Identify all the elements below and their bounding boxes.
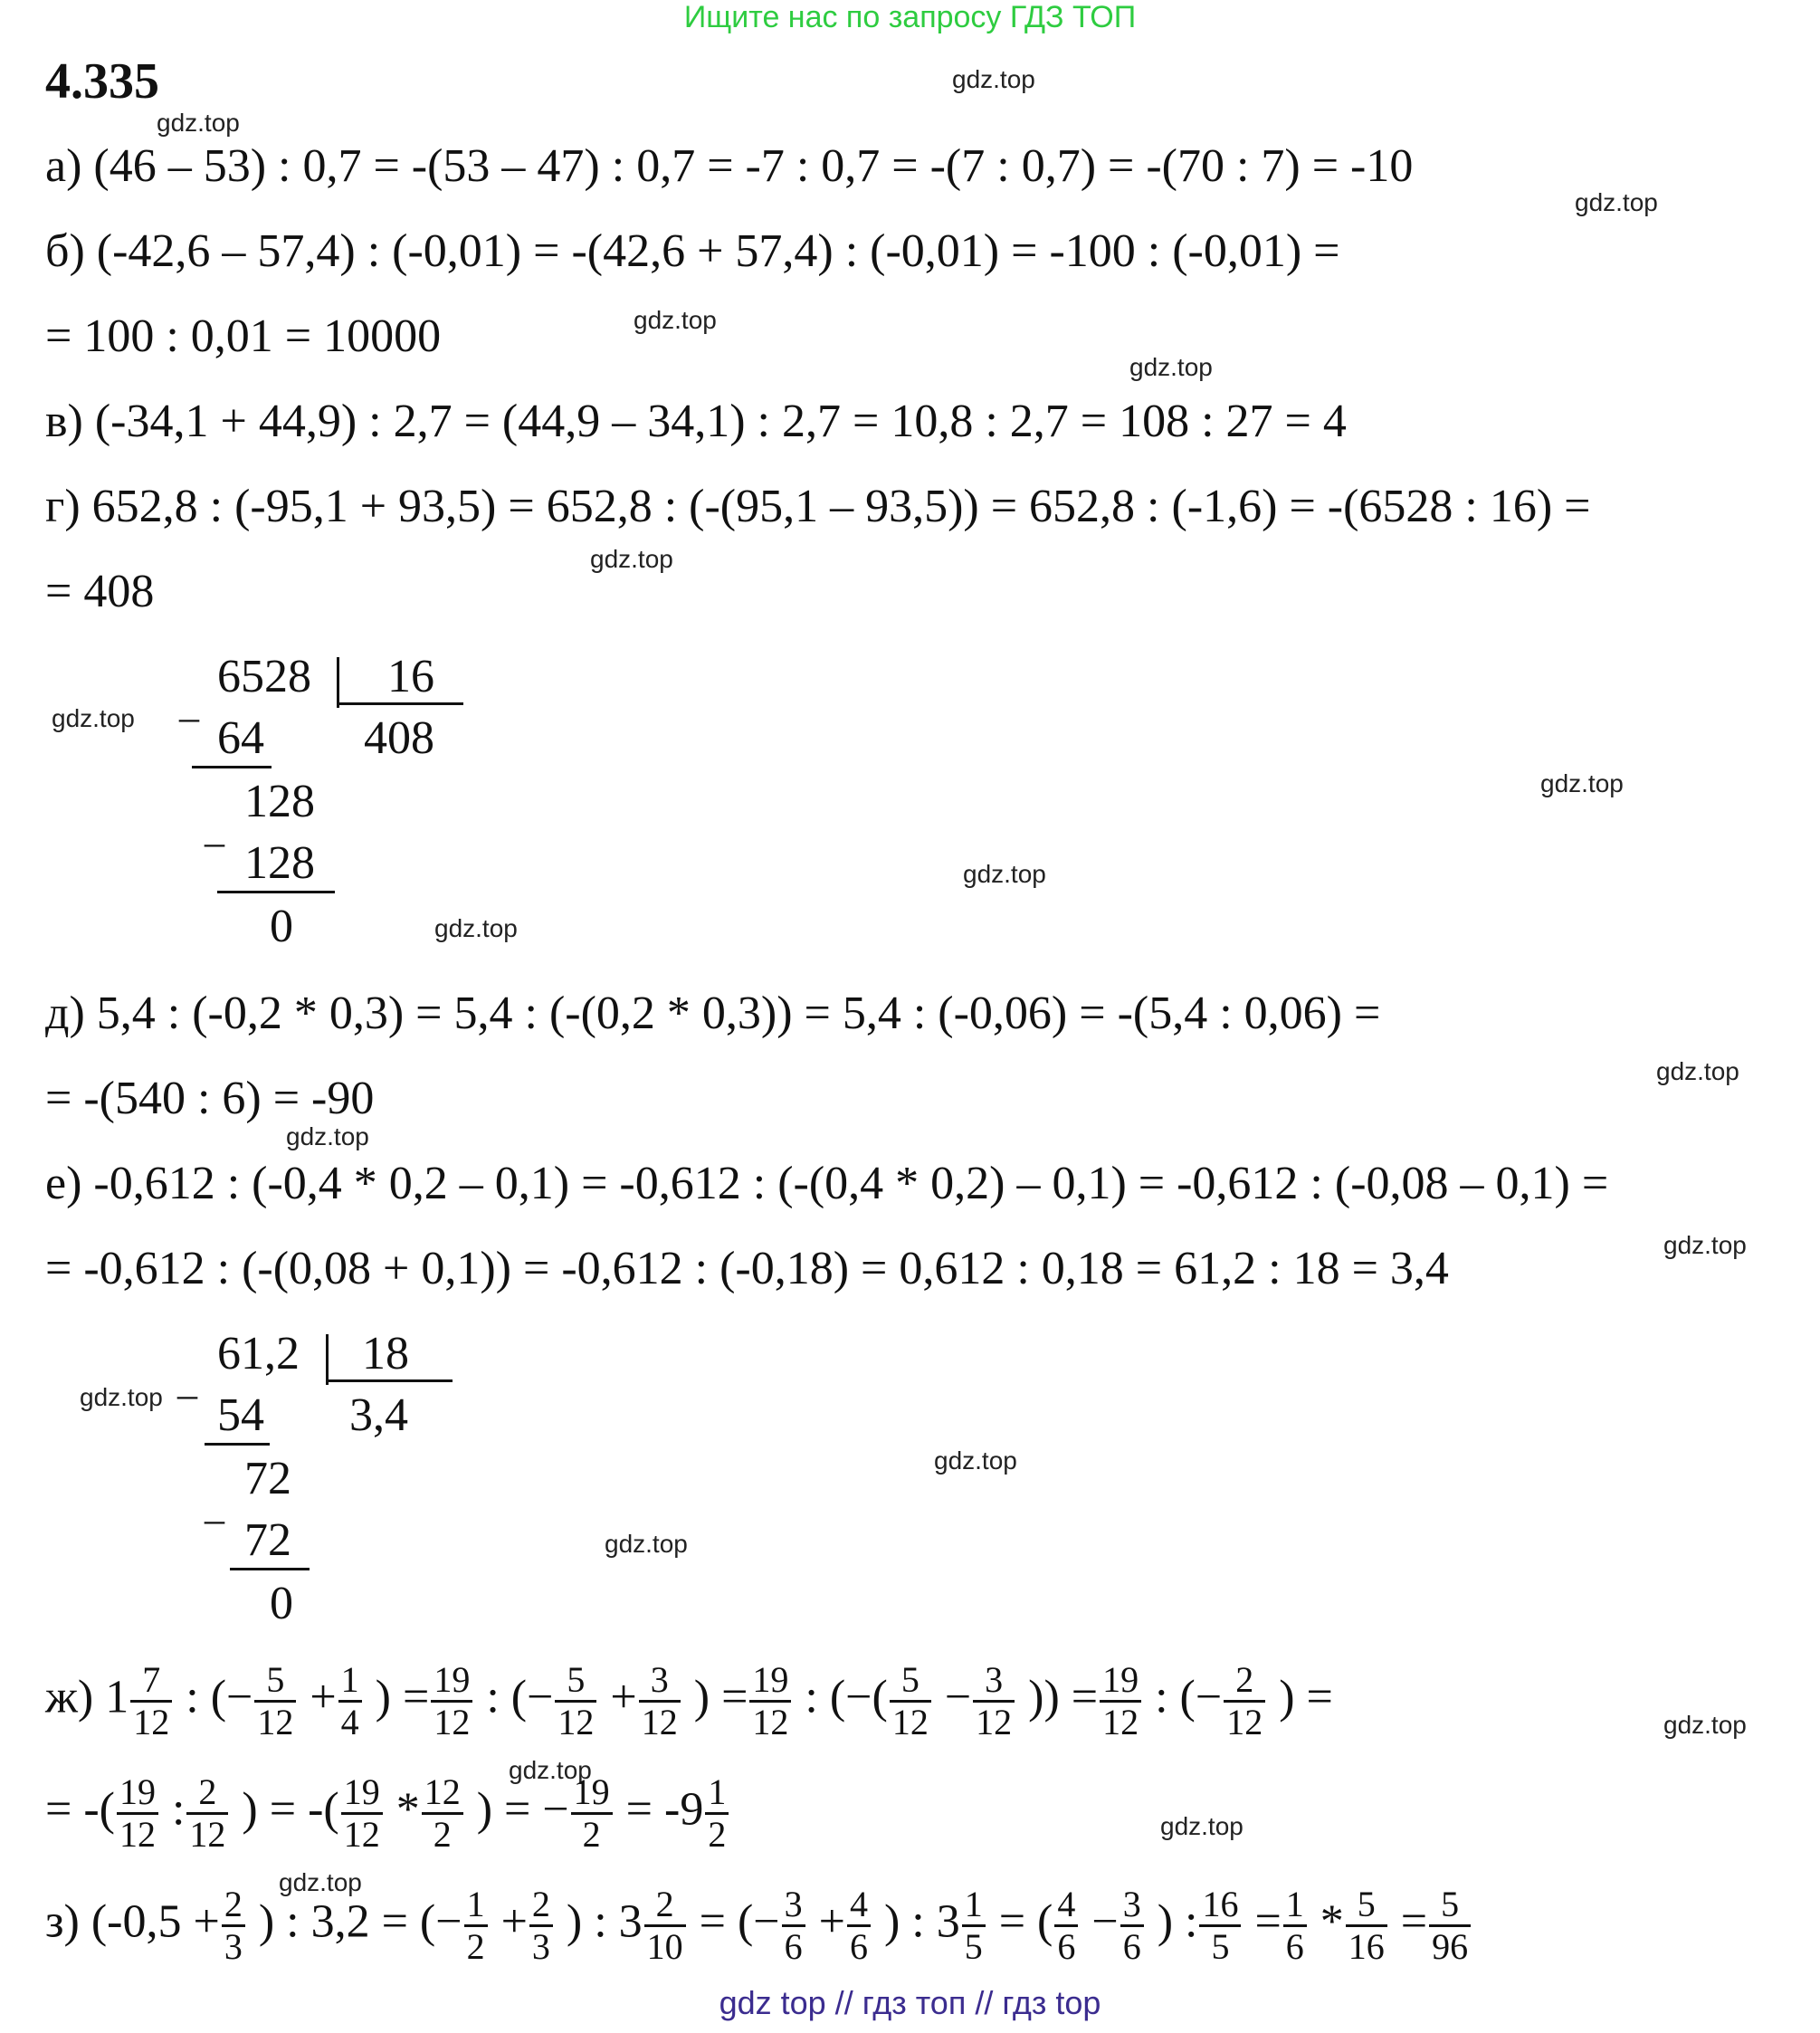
zh2-op: * — [395, 1783, 420, 1836]
fraction — [117, 1772, 158, 1855]
watermark: gdz.top — [934, 1446, 1017, 1475]
numerator: 19 — [1100, 1660, 1141, 1703]
denominator: 16 — [1348, 1926, 1385, 1967]
division2-step1-line — [205, 1443, 270, 1446]
division2-minus2: _ — [205, 1484, 224, 1528]
fraction — [254, 1660, 296, 1742]
z-op: = ( — [998, 1895, 1053, 1948]
zh-op: ) = — [375, 1671, 430, 1723]
watermark: gdz.top — [1540, 769, 1624, 797]
division2-quotient: 3,4 — [349, 1389, 408, 1441]
zh2-op: ) = − — [476, 1783, 569, 1836]
task-number: 4.335 — [45, 53, 159, 110]
denominator: 5 — [964, 1926, 983, 1967]
fraction — [1100, 1660, 1141, 1742]
denominator: 6 — [1122, 1926, 1141, 1967]
watermark: gdz.top — [605, 1530, 688, 1558]
denominator: 12 — [976, 1702, 1013, 1742]
division1-step2: 128 — [244, 776, 315, 827]
zh-op: − — [944, 1671, 972, 1723]
fraction — [529, 1885, 553, 1967]
fraction — [1346, 1885, 1387, 1967]
fraction — [1224, 1660, 1265, 1742]
watermark: gdz.top — [1160, 1812, 1244, 1840]
numerator: 1 — [464, 1885, 488, 1927]
solution-line-e1: е) -0,612 : (-0,4 * 0,2 – 0,1) = -0,612 : (-(0,4 * 0,2) – 0,1) = -0,612 : (-0,08 – 0,1) = — [45, 1158, 1609, 1209]
denominator: 2 — [708, 1814, 727, 1855]
fraction — [338, 1660, 362, 1742]
numerator: 3 — [639, 1660, 681, 1703]
fraction — [1199, 1885, 1241, 1967]
fraction — [555, 1660, 596, 1742]
division2-remainder: 0 — [270, 1578, 293, 1629]
zh-op: + — [310, 1671, 337, 1723]
numerator: 5 — [1429, 1885, 1471, 1927]
division1-bar — [337, 657, 339, 708]
division1-dividend: 6528 — [217, 651, 311, 702]
division2-step2: 72 — [244, 1453, 291, 1504]
numerator: 2 — [644, 1885, 686, 1927]
solution-line-g1: г) 652,8 : (-95,1 + 93,5) = 652,8 : (-(95,1 – 93,5)) = 652,8 : (-1,6) = -(6528 : 16) = — [45, 481, 1591, 532]
denominator: 12 — [1226, 1702, 1263, 1742]
numerator: 2 — [1224, 1660, 1265, 1703]
watermark: gdz.top — [509, 1756, 592, 1784]
division1-divisor: 16 — [387, 651, 434, 702]
solution-line-zh1 — [45, 1660, 1333, 1742]
fraction — [973, 1660, 1015, 1742]
numerator: 1 — [1283, 1885, 1307, 1927]
z-op: − — [1091, 1895, 1119, 1948]
fraction — [422, 1772, 463, 1855]
solution-line-b2: = 100 : 0,01 = 10000 — [45, 310, 442, 362]
fraction — [571, 1772, 613, 1855]
fraction — [890, 1660, 931, 1742]
z-op: + — [500, 1895, 528, 1948]
fraction — [782, 1885, 805, 1967]
numerator: 3 — [973, 1660, 1015, 1703]
denominator: 2 — [433, 1814, 452, 1855]
zh2-op: ) = -( — [242, 1783, 339, 1836]
z-op: + — [818, 1895, 845, 1948]
watermark: gdz.top — [52, 704, 135, 732]
division2-divisor: 18 — [362, 1328, 409, 1379]
numerator: 19 — [117, 1772, 158, 1815]
solution-line-a: а) (46 – 53) : 0,7 = -(53 – 47) : 0,7 = -7 : 0,7 = -(7 : 0,7) = -(70 : 7) = -10 — [45, 140, 1414, 192]
fraction — [1429, 1885, 1471, 1967]
watermark: gdz.top — [1129, 353, 1213, 381]
division2-step3: 72 — [244, 1514, 291, 1566]
fraction — [186, 1772, 228, 1855]
numerator: 2 — [529, 1885, 553, 1927]
watermark: gdz.top — [590, 545, 673, 573]
z-op: * — [1320, 1895, 1344, 1948]
denominator: 12 — [641, 1702, 678, 1742]
denominator: 12 — [133, 1702, 170, 1742]
denominator: 5 — [1211, 1926, 1230, 1967]
denominator: 3 — [224, 1926, 243, 1967]
numerator: 19 — [431, 1660, 472, 1703]
z-op: ) : 3 — [883, 1895, 960, 1948]
zh-op: )) = — [1028, 1671, 1099, 1723]
numerator: 19 — [749, 1660, 791, 1703]
watermark: gdz.top — [157, 109, 240, 137]
denominator: 12 — [257, 1702, 294, 1742]
search-banner[interactable]: Ищите нас по запросу ГДЗ ТОП — [683, 0, 1137, 34]
denominator: 12 — [343, 1814, 380, 1855]
watermark: gdz.top — [434, 914, 518, 942]
watermark: gdz.top — [1656, 1057, 1739, 1085]
fraction — [130, 1660, 172, 1742]
division1-remainder: 0 — [270, 901, 293, 952]
watermark: gdz.top — [952, 65, 1035, 93]
denominator: 6 — [849, 1926, 868, 1967]
denominator: 3 — [531, 1926, 550, 1967]
denominator: 12 — [189, 1814, 226, 1855]
division1-quotient: 408 — [364, 712, 434, 764]
solution-line-zh2 — [45, 1772, 730, 1855]
division1-minus: _ — [179, 682, 199, 726]
watermark: gdz.top — [963, 860, 1046, 888]
zh2-op: = -9 — [625, 1783, 704, 1836]
numerator: 7 — [130, 1660, 172, 1703]
denominator: 10 — [646, 1926, 683, 1967]
division2-dividend: 61,2 — [217, 1328, 300, 1379]
denominator: 12 — [119, 1814, 156, 1855]
solution-line-d1: д) 5,4 : (-0,2 * 0,3) = 5,4 : (-(0,2 * 0,3)) = 5,4 : (-0,06) = -(5,4 : 0,06) = — [45, 988, 1381, 1039]
fraction — [1054, 1885, 1078, 1967]
fraction — [847, 1885, 871, 1967]
z-op: ) : — [1157, 1895, 1198, 1948]
watermark: gdz.top — [1663, 1711, 1747, 1739]
division2-step1: 54 — [217, 1389, 264, 1441]
numerator: 1 — [962, 1885, 986, 1927]
numerator: 1 — [705, 1772, 729, 1815]
denominator: 2 — [582, 1814, 601, 1855]
fraction — [431, 1660, 472, 1742]
numerator: 4 — [847, 1885, 871, 1927]
numerator: 5 — [555, 1660, 596, 1703]
numerator: 2 — [186, 1772, 228, 1815]
fraction — [341, 1772, 383, 1855]
division2-divisor-line — [326, 1379, 453, 1382]
denominator: 12 — [891, 1702, 929, 1742]
solution-line-z — [45, 1885, 1472, 1967]
watermark: gdz.top — [279, 1868, 362, 1896]
zh-label: ж) 1 — [45, 1671, 129, 1723]
zh-op: : (− — [186, 1671, 253, 1723]
denominator: 2 — [466, 1926, 485, 1967]
division1-step1-line — [192, 766, 272, 768]
solution-line-d2: = -(540 : 6) = -90 — [45, 1073, 375, 1124]
numerator: 1 — [338, 1660, 362, 1703]
numerator: 5 — [890, 1660, 931, 1703]
zh-op: ) = — [1279, 1671, 1333, 1723]
fraction — [222, 1885, 245, 1967]
solution-line-v: в) (-34,1 + 44,9) : 2,7 = (44,9 – 34,1) : 2,7 = 10,8 : 2,7 = 108 : 27 = 4 — [45, 396, 1347, 447]
zh2-op: : — [171, 1783, 186, 1836]
denominator: 6 — [784, 1926, 803, 1967]
denominator: 12 — [434, 1702, 471, 1742]
denominator: 96 — [1432, 1926, 1469, 1967]
denominator: 4 — [340, 1702, 359, 1742]
numerator: 5 — [254, 1660, 296, 1703]
division1-minus2: _ — [205, 807, 224, 851]
solution-line-b1: б) (-42,6 – 57,4) : (-0,01) = -(42,6 + 57,4) : (-0,01) = -100 : (-0,01) = — [45, 225, 1340, 277]
watermark: gdz.top — [80, 1383, 163, 1411]
division2-minus: _ — [177, 1359, 197, 1403]
division2-step3-line — [230, 1568, 310, 1570]
z-op: = — [1400, 1895, 1428, 1948]
zh-op: : (− — [1155, 1671, 1223, 1723]
z-label: з) (-0,5 + — [45, 1895, 220, 1948]
z-op: ) : 3 — [566, 1895, 643, 1948]
fraction — [464, 1885, 488, 1967]
numerator: 16 — [1199, 1885, 1241, 1927]
zh2-op: = -( — [45, 1783, 115, 1836]
fraction — [962, 1885, 986, 1967]
denominator: 12 — [1102, 1702, 1139, 1742]
zh-op: + — [610, 1671, 637, 1723]
fraction — [644, 1885, 686, 1967]
division1-step3-line — [217, 891, 335, 893]
division2-bar — [326, 1334, 329, 1385]
z-op: ) : 3,2 = (− — [258, 1895, 462, 1948]
numerator: 5 — [1346, 1885, 1387, 1927]
watermark: gdz.top — [1575, 188, 1658, 216]
fraction — [639, 1660, 681, 1742]
footer-links[interactable]: gdz top // гдз топ // гдз top — [719, 1984, 1101, 2021]
fraction — [749, 1660, 791, 1742]
solution-line-g2: = 408 — [45, 566, 155, 617]
division1-divisor-line — [337, 702, 463, 705]
numerator: 19 — [571, 1772, 613, 1815]
numerator: 3 — [1120, 1885, 1144, 1927]
numerator: 4 — [1054, 1885, 1078, 1927]
z-op: = (− — [699, 1895, 780, 1948]
denominator: 12 — [557, 1702, 595, 1742]
numerator: 3 — [782, 1885, 805, 1927]
zh-op: ) = — [693, 1671, 748, 1723]
division1-step1: 64 — [217, 712, 264, 764]
fraction — [1283, 1885, 1307, 1967]
zh-op: : (− — [486, 1671, 554, 1723]
numerator: 12 — [422, 1772, 463, 1815]
z-op: = — [1254, 1895, 1282, 1948]
fraction — [705, 1772, 729, 1855]
solution-line-e2: = -0,612 : (-(0,08 + 0,1)) = -0,612 : (-0,18) = 0,612 : 0,18 = 61,2 : 18 = 3,4 — [45, 1243, 1449, 1294]
denominator: 6 — [1285, 1926, 1304, 1967]
denominator: 12 — [752, 1702, 789, 1742]
watermark: gdz.top — [634, 306, 717, 334]
fraction — [1120, 1885, 1144, 1967]
watermark: gdz.top — [1663, 1231, 1747, 1259]
numerator: 19 — [341, 1772, 383, 1815]
denominator: 6 — [1057, 1926, 1076, 1967]
watermark: gdz.top — [286, 1122, 369, 1150]
numerator: 2 — [222, 1885, 245, 1927]
division1-step3: 128 — [244, 837, 315, 889]
zh-op: : (−( — [805, 1671, 888, 1723]
